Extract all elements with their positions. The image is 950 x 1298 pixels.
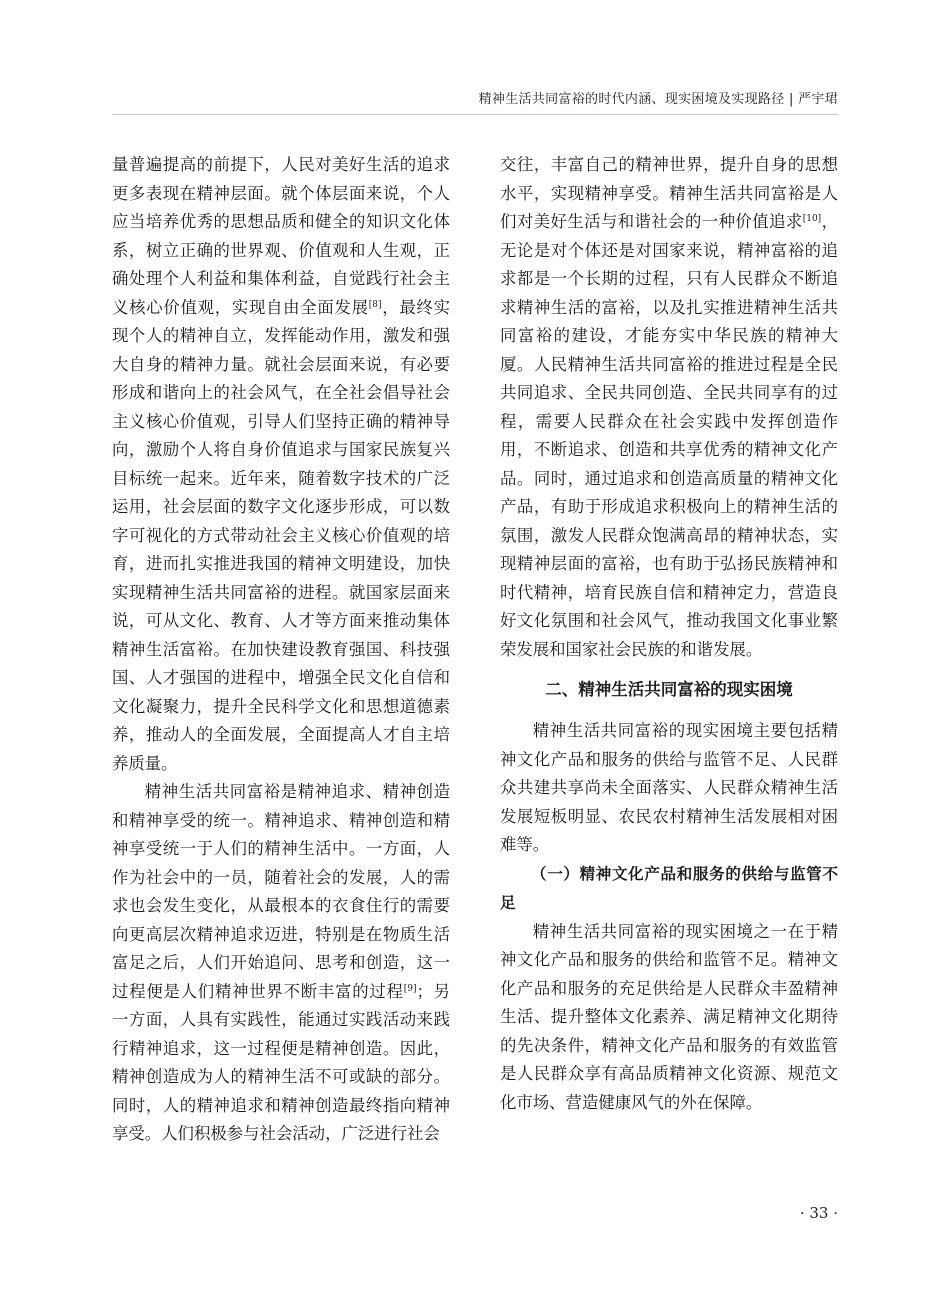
body-paragraph: 精神生活共同富裕的现实困境之一在于精神文化产品和服务的供给和监管不足。精神文化产品和服务的充足供给是人民群众丰盈精神生活、提升整体文化素养、满足精神文化期待的先决条件，精神文化产品和服务的有效监管是人民群众享有高品质精神文化资源、规范文化市场、营造健康风气的外在保障。 xyxy=(500,921,838,1112)
page-number: · 33 · xyxy=(799,1204,838,1222)
citation-9: [9] xyxy=(403,983,417,994)
right-column xyxy=(500,151,838,1117)
running-header xyxy=(479,88,838,107)
citation-10: [10] xyxy=(802,214,822,224)
body-paragraph: 精神生活共同富裕的现实困境主要包括精神文化产品和服务的供给与监管不足、人民群众共建共享尚未全面落实、人民群众精神生活发展短板明显、农民农村精神生活发展相对困难等。 xyxy=(500,721,838,854)
body-paragraph: 量普遍提高的前提下，人民对美好生活的追求更多表现在精神层面。就个体层面来说，个人应当培养优秀的思想品质和健全的知识文化体系，树立正确的世界观、价值观和人生观，正确处理个人利益和集体利益，自觉践行社会主义核心价值观，实现自由全面发展[8]，最终实现个人的精神自立，发挥能动作用，激发和强大自身的精神力量。就社会层面来说，有必要形成和谐向上的社会风气，在全社会倡导社会主义核心价值观，引导人们坚持正确的精神导向，激励个人将自身价值追求与国家民族复兴目标统一起来。近年来，随着数字技术的广泛运用，社会层面的数字文化逐步形成，可以数字可视化的方式带动社会主义核心价值观的培育，进而扎实推进我国的精神文明建设，加快实现精神生活共同富裕的进程。就国家层面来说，可从文化、教育、人才等方面来推动集体精神生活富裕。在加快建设教育强国、科技强国、人才强国的进程中，增强全民文化自信和文化凝聚力，提升全民科学文化和思想道德素养，推动人的全面发展，全面提高人才自主培养质量。 xyxy=(112,155,451,773)
left-column xyxy=(112,151,450,1149)
citation-8: [8] xyxy=(368,299,382,310)
section-heading: 二、精神生活共同富裕的现实困境 xyxy=(545,680,793,699)
header-rule xyxy=(112,114,838,115)
running-title: 精神生活共同富裕的时代内涵、现实困境及实现路径 xyxy=(478,92,785,107)
header-separator: | xyxy=(788,92,794,107)
subsection-heading: （一）精神文化产品和服务的供给与监管不足 xyxy=(500,864,838,912)
author-name: 严宇珺 xyxy=(798,92,838,107)
body-paragraph: 精神生活共同富裕是精神追求、精神创造和精神享受的统一。精神追求、精神创造和精神享受统一于人们的精神生活中。一方面，人作为社会中的一员，随着社会的发展，人的需求也会发生变化，从最根本的衣食住行的需要向更高层次精神追求迈进，特别是在物质生活富足之后，人们开始追问、思考和创造，这一过程便是人们精神世界不断丰富的过程[9]；另一方面，人具有实践性，能通过实践活动来践行精神追求，这一过程便是精神创造。因此，精神创造成为人的精神生活不可或缺的部分。同时，人的精神追求和精神创造最终指向精神享受。人们积极参与社会活动，广泛进行社会 xyxy=(112,782,451,1143)
body-paragraph: 交往，丰富自己的精神世界，提升自身的思想水平，实现精神享受。精神生活共同富裕是人们对美好生活与和谐社会的一种价值追求[10]，无论是对个体还是对国家来说，精神富裕的追求都是一个长期的过程，只有人民群众不断追求精神生活的富裕，以及扎实推进精神生活共同富裕的建设，才能夯实中华民族的精神大厦。人民精神生活共同富裕的推进过程是全民共同追求、全民共同创造、全民共同享有的过程，需要人民群众在社会实践中发挥创造作用，不断追求、创造和共享优秀的精神文化产品。同时，通过追求和创造高质量的精神文化产品，有助于形成追求积极向上的精神生活的氛围，激发人民群众饱满高昂的精神状态，实现精神层面的富裕，也有助于弘扬民族精神和时代精神，培育民族自信和精神定力，营造良好文化氛围和社会风气，推动我国文化事业繁荣发展和国家社会民族的和谐发展。 xyxy=(500,155,839,659)
